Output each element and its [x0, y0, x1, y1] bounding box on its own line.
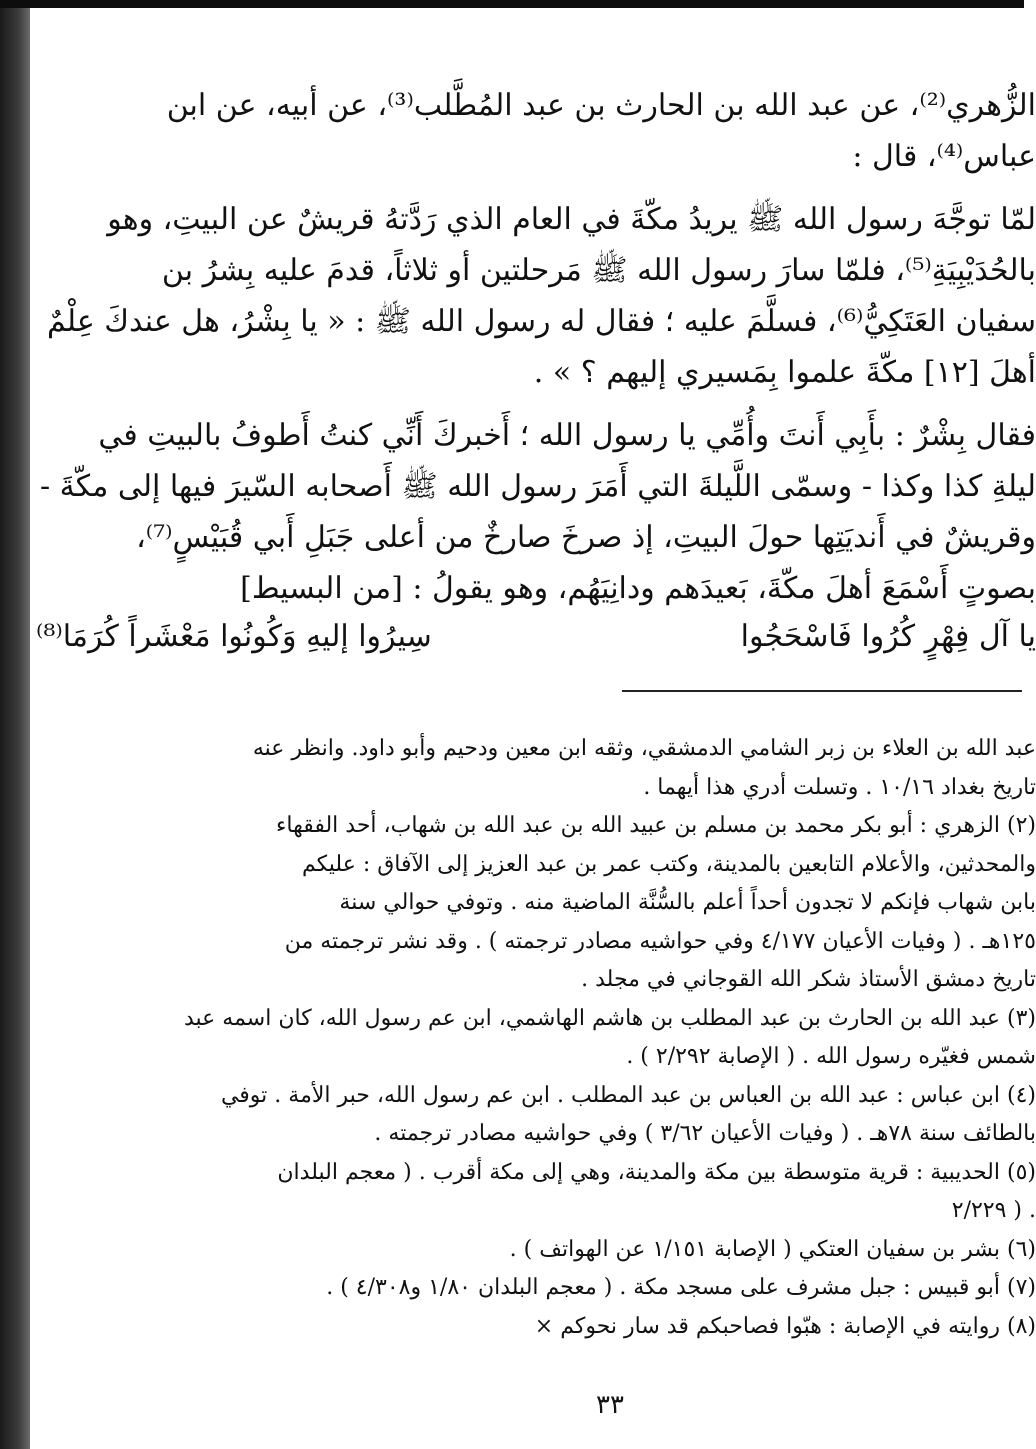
footnote-line: تاريخ بغداد ١٠/١٦ . وتسلت أدري هذا أيهما . — [643, 774, 1036, 800]
footnote-line: تاريخ دمشق الأستاذ شكر الله القوجاني في مجلد . — [581, 967, 1036, 992]
footnote-line: ١٢٥هـ . ( وفيات الأعيان ٤/١٧٧ وفي حواشيه مصادر ترجمته ) . وقد نشر ترجمته من — [284, 928, 1036, 954]
scan-edge-left — [0, 0, 30, 1449]
footnote-line: (٥) الحديبية : قرية متوسطة بين مكة والمدينة، وهي إلى مكة أقرب . ( معجم البلدان — [277, 1159, 1036, 1185]
main-line: بصوتٍ أَسْمَعَ أهلَ مكّةَ، بَعيدَهم ودانِيَهُم، وهو يقولُ : [من البسيط] — [240, 571, 1036, 606]
poem-right-hemistich: يا آل فِهْرٍ كُرُوا فَاسْحَجُوا — [740, 619, 1036, 654]
footnote-line: (٣) عبد الله بن الحارث بن عبد المطلب بن هاشم الهاشمي، ابن عم رسول الله، كان اسمه عبد — [183, 1005, 1036, 1031]
main-line: الزُّهري⁽²⁾، عن عبد الله بن الحارث بن عبد المُطَّلب⁽³⁾، عن أبيه، عن ابن — [166, 88, 1036, 123]
footnote-line: بابن شهاب فإنكم لا تجدون أحداً أعلم بالسُّنَّة الماضية منه . وتوفي حوالي سنة — [339, 890, 1036, 915]
footnote-line: بالطائف سنة ٧٨هـ . ( وفيات الأعيان ٣/٦٢ ) وفي حواشيه مصادر ترجمته . — [374, 1121, 1036, 1146]
footnote-line: عبد الله بن العلاء بن زبر الشامي الدمشقي، وثقه ابن معين ودحيم وأبو داود. وانظر عنه — [252, 736, 1036, 761]
footnote-line: (٦) بشر بن سفيان العتكي ( الإصابة ١/١٥١ عن الهواتف ) . — [509, 1236, 1036, 1262]
poem-verse — [36, 612, 1036, 662]
book-page — [36, 60, 1036, 1440]
main-line: أهلَ [١٢] مكّةَ علموا بِمَسيري إليهم ؟ » . — [533, 355, 1036, 390]
page-number: ٣٣ — [596, 1390, 624, 1420]
main-text — [36, 80, 1036, 614]
footnotes — [36, 730, 1036, 1346]
main-line: سفيان العَتَكِيُّ⁽⁶⁾، فسلَّمَ عليه ؛ فقال له رسول الله ﷺ : « يا بِشْرُ، هل عندكَ عِلْمٌ — [46, 304, 1036, 339]
main-line: وقريشٌ في أَنديَتِها حولَ البيتِ، إذ صرخَ صارخٌ من أعلى جَبَلِ أَبي قُبَيْسٍ⁽⁷⁾، — [136, 520, 1036, 555]
footnote-line: (٢) الزهري : أبو بكر محمد بن مسلم بن عبيد الله بن عبد الله بن شهاب، أحد الفقهاء — [276, 813, 1036, 838]
main-line: عباس⁽⁴⁾، قال : — [852, 139, 1036, 174]
footnote-line: (٨) روايته في الإصابة : هبّوا فصاحبكم قد سار نحوكم × — [534, 1313, 1036, 1339]
main-line: لمّا توجَّهَ رسول الله ﷺ يريدُ مكّةَ في العام الذي رَدَّتهُ قريشٌ عن البيتِ، وهو — [107, 202, 1036, 237]
footnote-line: (٧) أبو قبيس : جبل مشرف على مسجد مكة . ( معجم البلدان ١/٨٠ و٤/٣٠٨ ) . — [326, 1275, 1036, 1300]
footnote-line: شمس فغيّره رسول الله . ( الإصابة ٢/٢٩٢ ) . — [626, 1044, 1036, 1069]
main-line: بالحُدَيْبِيَةِ⁽⁵⁾، فلمّا سارَ رسول الله ﷺ مَرحلتين أو ثلاثاً، قدمَ عليه بِشرُ بن — [161, 253, 1036, 288]
scan-edge-top — [0, 0, 1024, 8]
footnote-line: (٤) ابن عباس : عبد الله بن العباس بن عبد المطلب . ابن عم رسول الله، حبر الأمة . توفي — [220, 1082, 1036, 1108]
main-line: ليلةِ كذا وكذا - وسمّى اللَّيلةَ التي أَمَرَ رسول الله ﷺ أَصحابه السّيرَ فيها إلى مكّةَ - — [39, 469, 1036, 504]
footnote-line: ٢/٢٢٩ ) . — [951, 1198, 1036, 1223]
footnote-line: والمحدثين، والأعلام التابعين بالمدينة، وكتب عمر بن عبد العزيز إلى الآفاق : عليكم — [301, 851, 1036, 877]
poem-left-hemistich: سِيرُوا إليهِ وَكُونُوا مَعْشَراً كُرَمَا⁽⁸⁾ — [36, 619, 432, 654]
footnote-divider — [622, 690, 1022, 692]
main-line: فقال بِشْرٌ : بأَبِي أَنتَ وأُمِّي يا رسول الله ؛ أَخبركَ أَنِّي كنتُ أَطوفُ بالبيتِ في — [98, 418, 1036, 453]
